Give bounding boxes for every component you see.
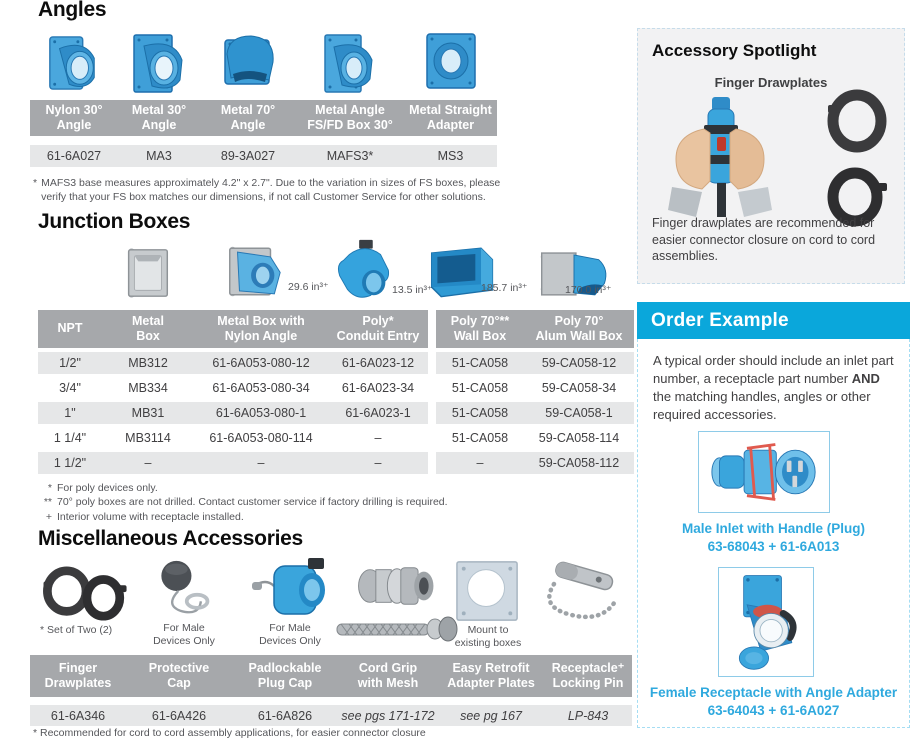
col-header-line: Wall Box: [453, 329, 507, 343]
angles-table: [30, 100, 497, 167]
col-header-line: Cap: [167, 676, 191, 690]
footnote-text: MAFS3 base measures approximately 4.2" x 2.7". Due to the variation in sizes of FS boxes, please verify that your FS box matches our dimensions, if not call Customer Service for other solutions.: [41, 177, 501, 203]
col-header-line: Metal Box with: [217, 313, 305, 328]
col-header-line: Nylon 30°: [45, 102, 103, 117]
junction-header-left: [38, 310, 428, 348]
col-header-line: Locking Pin: [552, 676, 624, 690]
poly-70-wall-box-image: [426, 243, 500, 306]
angles-table-row: [30, 145, 497, 167]
col-header-line: Metal: [132, 313, 164, 328]
table-row: 51-CA058 59-CA058-34: [451, 381, 617, 395]
protective-cap-image: [150, 558, 216, 627]
table-row: 51-CA058 59-CA058-114: [451, 431, 620, 445]
junction-footnotes: [30, 481, 590, 524]
hands-holding-connector-image: [668, 93, 772, 230]
col-header-line: Alum Wall Box: [535, 329, 623, 343]
image-caption: For Male Devices Only: [259, 622, 321, 648]
col-header-line: Easy Retrofit: [452, 660, 530, 675]
col-header-line: Angle: [56, 118, 92, 132]
female-receptacle-image-frame: [718, 567, 814, 677]
col-header-line: Metal Angle: [315, 102, 385, 117]
col-header-line: Drawplates: [44, 676, 112, 690]
female-receptacle-caption: Female Receptacle with Angle Adapter: [649, 685, 898, 700]
page-reference: see pg 167: [460, 708, 522, 723]
volume-label: 185.7 in³⁺: [481, 282, 528, 294]
col-header-line: NPT: [57, 321, 83, 336]
col-header-line: Plug Cap: [257, 676, 313, 690]
col-header-line: Angle: [230, 118, 266, 132]
male-inlet-caption: Male Inlet with Handle (Plug): [681, 521, 865, 536]
misc-footnote: * Recommended for cord to cord assembly applications, for easier connector closure: [33, 727, 426, 739]
angles-table-header: [30, 100, 497, 136]
table-row: 1 1/4" MB3114 61-6A053-080-114 –: [53, 431, 382, 445]
footnote-text: 70° poly boxes are not drilled. Contact customer service if factory drilling is required.: [57, 496, 448, 509]
order-example-box: [637, 339, 910, 728]
misc-table-row: [30, 705, 632, 726]
page-reference: see pgs 171-172: [341, 708, 435, 723]
angles-image-row: [30, 30, 497, 101]
col-header-line: Metal Straight: [409, 102, 492, 117]
image-caption: * Set of Two (2): [40, 624, 113, 636]
table-row: 3/4" MB334 61-6A053-080-34 61-6A023-34: [59, 381, 415, 395]
image-caption: For Male Devices Only: [153, 622, 215, 648]
finger-drawplates-image: [38, 566, 134, 627]
metal-30-angle-image: [118, 30, 200, 101]
metal-straight-adapter-image: [404, 30, 497, 101]
spotlight-caption: Finger drawplates are recommended for easier connector closure on cord to cord assemblies.: [652, 216, 876, 263]
accessory-spotlight-box: [637, 28, 905, 284]
male-inlet-image: [705, 436, 823, 508]
order-example-paragraph: A typical order should include an inlet part number, a receptacle part number AND the matching handles, angles or other required accessories.: [653, 353, 894, 422]
part-number: 61-6A426: [151, 708, 207, 723]
part-number: 61-6A346: [50, 708, 106, 723]
col-header-line: Box: [136, 329, 160, 343]
col-header-line: Receptacle⁺: [551, 660, 625, 675]
spotlight-subtitle: Finger Drawplates: [714, 75, 828, 90]
volume-label: 170.0 in³⁺: [565, 284, 612, 296]
padlockable-plug-cap-image: [252, 556, 330, 627]
metal-box-nylon-angle-image: [222, 241, 286, 307]
col-header-line: Poly 70°: [554, 313, 604, 328]
col-header-line: Protective: [148, 660, 210, 675]
metal-angle-fsfd-image: [296, 30, 404, 101]
footnote-text: For poly devices only.: [57, 482, 158, 494]
col-header-line: Adapter Plates: [447, 676, 535, 690]
junction-table-right: [436, 310, 634, 474]
junction-table-left: [38, 310, 428, 474]
volume-label: 29.6 in³⁺: [288, 281, 329, 293]
part-number: MAFS3*: [326, 149, 374, 163]
col-header-line: Finger: [58, 660, 98, 675]
angles-title: Angles: [38, 0, 107, 21]
footnote-marker: *: [33, 177, 38, 189]
footnote-marker: **: [43, 496, 52, 509]
col-header-line: Conduit Entry: [336, 329, 420, 343]
female-receptacle-code: 63-64043 + 61-6A027: [707, 703, 840, 718]
misc-table-header: [30, 655, 632, 697]
table-row: 1 1/2" – – –: [38, 452, 428, 474]
col-header-line: Metal 30°: [131, 102, 187, 117]
col-header-line: Padlockable: [248, 660, 322, 675]
metal-box-image: [118, 244, 176, 307]
footnote-marker: *: [47, 482, 52, 494]
retrofit-plate-image: [452, 558, 524, 629]
part-number: 61-6A826: [257, 708, 313, 723]
misc-table: [30, 655, 632, 726]
spotlight-title: Accessory Spotlight: [652, 41, 817, 60]
col-header-line: with Mesh: [357, 676, 419, 690]
col-header-line: Poly 70°**: [450, 313, 510, 328]
volume-label: 13.5 in³⁺: [392, 284, 433, 296]
part-number: LP-843: [567, 708, 609, 723]
footnote-marker: +: [45, 510, 52, 523]
junction-header-right: [436, 310, 634, 348]
order-example-header: Order Example: [637, 302, 910, 339]
part-number: MS3: [437, 149, 464, 163]
angles-footnote: [33, 177, 503, 205]
table-row: 51-CA058 59-CA058-12: [436, 352, 634, 374]
part-number: 61-6A027: [46, 149, 102, 163]
col-header-line: Nylon Angle: [224, 329, 298, 343]
misc-accessories-title: Miscellaneous Accessories: [38, 527, 303, 550]
table-row: 1/2" MB312 61-6A053-080-12 61-6A023-12: [38, 352, 428, 374]
part-number: 89-3A027: [220, 149, 276, 163]
nylon-30-angle-image: [30, 30, 118, 101]
col-header-line: Cord Grip: [358, 660, 418, 675]
male-inlet-image-frame: [698, 431, 830, 513]
poly-conduit-entry-image: [330, 238, 398, 307]
col-header-line: Adapter: [426, 118, 475, 132]
male-inlet-code: 63-68043 + 61-6A013: [707, 539, 840, 554]
footnote-text: Interior volume with receptacle installed.: [57, 510, 244, 523]
table-row: 1" MB31 61-6A053-080-1 61-6A023-1: [38, 402, 428, 424]
col-header-line: FS/FD Box 30°: [307, 118, 393, 132]
col-header-line: Poly*: [362, 313, 394, 328]
col-header-line: Metal 70°: [220, 102, 276, 117]
poly-70-alum-wall-box-image: [536, 245, 612, 306]
locking-pin-image: [540, 558, 626, 633]
female-receptacle-image: [723, 572, 809, 672]
col-header-line: Angle: [141, 118, 177, 132]
part-number: MA3: [146, 149, 172, 163]
junction-boxes-title: Junction Boxes: [38, 210, 191, 233]
table-row: 51-CA058 59-CA058-1: [436, 402, 634, 424]
table-row: – 59-CA058-112: [436, 452, 634, 474]
metal-70-angle-image: [200, 30, 296, 101]
cord-grip-image: [352, 562, 440, 615]
image-caption: Mount to existing boxes: [454, 624, 522, 650]
